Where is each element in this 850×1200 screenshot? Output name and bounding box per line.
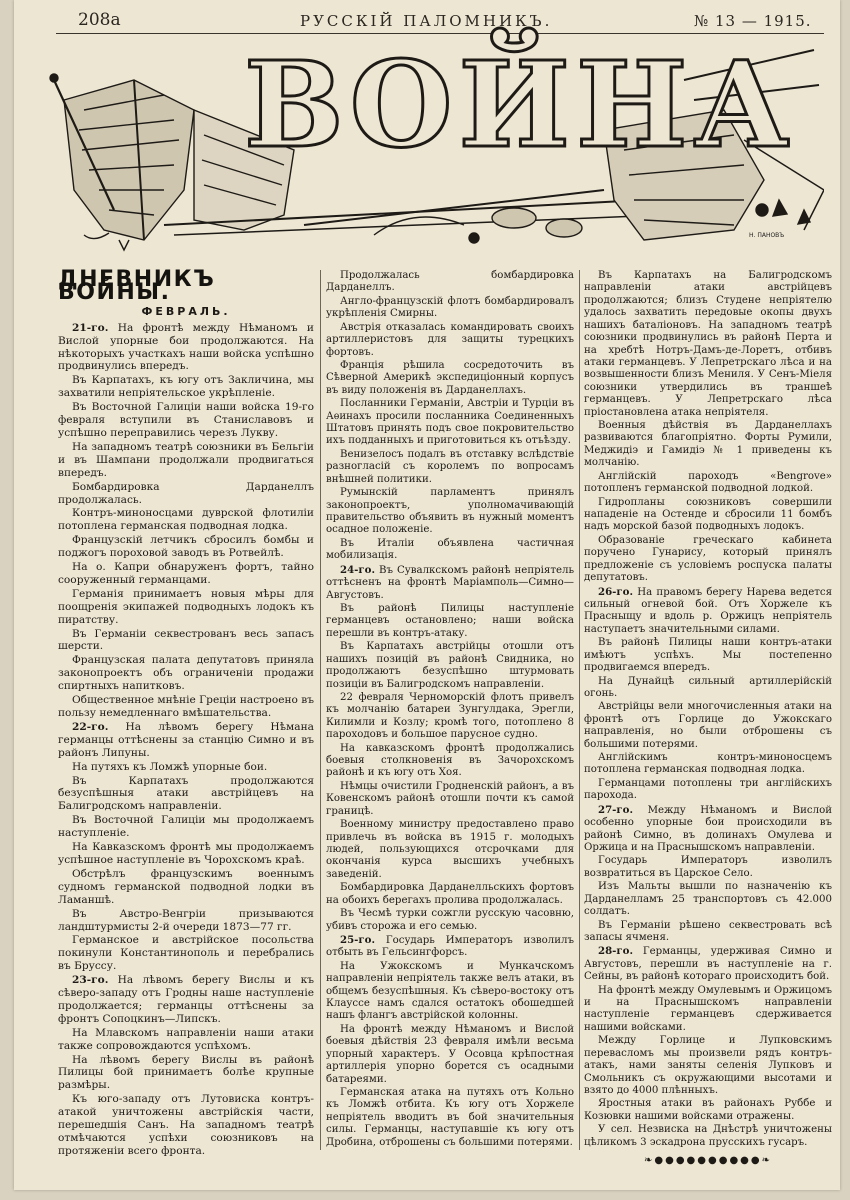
paragraph-text: Англо-французскій флотъ бомбардировалъ укрѣпленія Смирны. — [326, 295, 574, 320]
paragraph-text: Англійскимъ контръ-миноносцемъ потоплена германская подводная лодка. — [584, 752, 832, 776]
paragraph-text: На Ужокскомъ и Мункачскомъ направленіи непріятель также велъ атаки, въ общемъ безуспѣшныя. Къ сѣверо-востоку отъ Клауссе намъ сдался остатокъ обошедшей нашъ флангъ австрійской колонны. — [326, 960, 574, 1022]
paragraph-text: На западномъ театрѣ союзники въ Бельгіи и въ Шампани продолжали продвигаться впередъ. — [58, 440, 314, 479]
paragraph-text: Въ Сувалкскомъ районѣ непріятель оттѣсненъ на фронтѣ Маріамполь—Симно—Августовъ. — [326, 564, 574, 601]
column-divider — [579, 270, 580, 1150]
war-banner-illustration — [44, 35, 824, 255]
paragraph — [584, 985, 832, 1035]
paragraph — [58, 481, 314, 507]
paragraph — [326, 781, 574, 818]
paragraph — [326, 934, 574, 960]
paragraph-text: Обстрѣлъ французскимъ военнымъ судномъ германской подводной лодки въ Ламаншѣ. — [58, 867, 314, 906]
paragraph-text: Французскій летчикъ сбросилъ бомбы и поджогъ пороховой заводъ въ Ротвейлѣ. — [58, 534, 314, 560]
paragraph-text: Государь Императоръ изволилъ возвратиться въ Царское Село. — [584, 855, 832, 879]
paragraph-text: Франція рѣшила сосредоточить въ Сѣверной Америкѣ экспедиціонный корпусъ въ виду положенія въ Дарданеллахъ. — [326, 359, 574, 396]
paragraph-text: Германія принимаетъ новыя мѣры для поощренія экипажей подводныхъ лодокъ къ пиратству. — [58, 587, 314, 626]
date-label: 23-го. — [72, 974, 109, 987]
paragraph-text: На путяхъ къ Ломжѣ упорные бои. — [72, 760, 268, 773]
paragraph — [584, 535, 832, 585]
paragraph-text: Посланники Германіи, Австріи и Турціи въ Аѳинахъ просили посланника Соединенныхъ Штатовъ принять подъ свое покровительство ихъ подданныхъ и приготовиться къ отъѣзду. — [326, 398, 574, 447]
paragraph — [326, 564, 574, 602]
paragraph — [584, 1098, 832, 1123]
paragraph-text: На лѣвомъ берегу Вислы и къ сѣверо-западу отъ Гродны наше наступленіе продолжается; германцы оттѣснены за фронтъ Сопоцкинъ—Липскъ. — [58, 974, 314, 1025]
paragraph — [584, 881, 832, 918]
paragraph — [326, 296, 574, 321]
paragraph — [58, 628, 314, 654]
paragraph — [584, 676, 832, 701]
paragraph — [58, 908, 314, 934]
paragraph-text: Въ Восточной Галиціи наши войска 19-го февраля вступили въ Станиславовъ и успѣшно переправились черезъ Лукву. — [58, 401, 314, 439]
paragraph-text: На Кавказскомъ фронтѣ мы продолжаемъ успѣшное наступленіе въ Чорохскомъ краѣ. — [58, 841, 314, 866]
paragraph — [58, 841, 314, 867]
magazine-title: РУССКІЙ ПАЛОМНИКЪ. — [300, 12, 553, 30]
paragraph-text: Французская палата депутатовъ приняла законопроектъ объ ограниченіи продажи спиртныхъ напитковъ. — [58, 654, 314, 693]
paragraph — [58, 868, 314, 907]
paragraph-text: На фронтѣ между Омулевымъ и Оржицомъ и на Праснышскомъ направленіи наступленіе германцевъ сдерживается нашими войсками. — [584, 984, 832, 1033]
paragraph-text: Нѣмцы очистили Гродненскій районъ, а въ Ковенскомъ районѣ отошли почти къ самой границѣ. — [326, 780, 574, 817]
paragraph — [326, 743, 574, 780]
paragraph-text: Образованіе греческаго кабинета поручено Гунарису, который принялъ предложеніе съ условіемъ роспуска палаты депутатовъ. — [584, 534, 832, 584]
paragraph-text: Военныя дѣйствія въ Дарданеллахъ развиваются благопріятно. Форты Румили, Меджидіэ и Гамидіэ № 1 приведены къ молчанію. — [584, 420, 832, 469]
paragraph-text: Гидропланы союзниковъ совершили нападеніе на Остенде и сбросили 11 бомбъ надъ морской базой подводныхъ лодокъ. — [584, 496, 832, 533]
paragraph-text: Къ юго-западу отъ Лутовиска контръ-атакой уничтожены австрійскія части, перешедшія Санъ. На западномъ театрѣ отмѣчаются успѣхи союзниковъ на протяженіи всего фронта. — [58, 1093, 314, 1157]
paragraph — [584, 471, 832, 496]
paragraph — [58, 761, 314, 774]
artist-signature: Н. ПАНОВЪ — [749, 232, 785, 239]
paragraph — [58, 775, 314, 814]
paragraph-text: Бомбардировка Дарданеллъ продолжалась. — [58, 480, 314, 506]
magazine-page — [14, 0, 840, 1190]
paragraph-text: Между Горлице и Лупковскимъ перевасломъ мы произвели рядъ контръ-атакъ, нами заняты селенія Лупковъ и Смольникъ съ окружающими высотами и взято до 4000 плѣнныхъ. — [584, 1035, 832, 1096]
paragraph — [326, 692, 574, 742]
paragraph — [58, 934, 314, 973]
date-label: 28-го. — [598, 945, 633, 958]
paragraph-text: Венизелосъ подалъ въ отставку вслѣдствіе разногласій съ королемъ по вопросамъ внѣшней политики. — [326, 448, 574, 485]
paragraph-text: Въ Германіи секвестрованъ весь запасъ шерсти. — [58, 627, 314, 653]
paragraph — [584, 637, 832, 674]
paragraph-text: Военному министру предоставлено право привлечь въ войска въ 1915 г. молодыхъ людей, пользующихся отсрочками для окончанія курса высшихъ учебныхъ заведеній. — [326, 819, 574, 880]
column-divider — [320, 270, 321, 1150]
month-heading: ФЕВРАЛЬ. — [141, 304, 231, 318]
paragraph — [58, 588, 314, 627]
paragraph-text: У сел. Незвиска на Днѣстрѣ уничтожены цѣликомъ 3 эскадрона прусскихъ гусаръ. — [584, 1124, 832, 1148]
paragraph-text: Австрія отказалась командировать своихъ артиллеристовъ для защиты турецкихъ фортовъ. — [326, 321, 574, 358]
paragraph — [58, 322, 314, 374]
paragraph-text: Въ Италіи объявлена частичная мобилизація. — [326, 537, 574, 562]
paragraph-text: Яростныя атаки въ районахъ Руббе и Козювки нашими войсками отражены. — [584, 1098, 832, 1122]
end-ornament: ❧●●●●●●●●●●❧ — [643, 1155, 772, 1167]
date-label: 26-го. — [598, 585, 633, 598]
paragraph — [326, 398, 574, 448]
paragraph-text: Въ районѣ Пилицы наши контръ-атаки имѣютъ успѣхъ. Мы постепенно продвигаемся впередъ. — [584, 637, 832, 674]
paragraph-text: Англійскій пароходъ «Bengrove» потопленъ германской подводной лодкой. — [584, 470, 832, 495]
paragraph-text: Общественное мнѣніе Греціи настроено въ пользу немедленнаго вмѣшательства. — [58, 694, 314, 719]
paragraph — [584, 701, 832, 751]
paragraph-text: Австрійцы вели многочисленныя атаки на фронтѣ отъ Горлице до Ужокскаго направленія, но были отброшены съ большими потерями. — [584, 701, 832, 750]
date-label: 27-го. — [598, 803, 633, 816]
column-3 — [584, 270, 832, 1168]
paragraph-text: Продолжалась бомбардировка Дарданеллъ. — [326, 270, 574, 294]
paragraph — [584, 778, 832, 803]
paragraph-text: Контръ-миноносцами дуврской флотиліи потоплена германская подводная лодка. — [58, 507, 314, 533]
paragraph — [58, 401, 314, 440]
paragraph — [58, 507, 314, 533]
paragraph — [58, 374, 314, 400]
paragraph — [326, 961, 574, 1023]
banner-title: ВОЙНА — [244, 35, 796, 174]
paragraph-text: На лѣвомъ берегу Вислы въ районѣ Пилицы бой принимаетъ болѣе крупные размѣры. — [58, 1053, 314, 1092]
paragraph-text: Между Нѣманомъ и Вислой особенно упорные бои происходили въ районѣ Симно, въ долинахъ Омулева и Оржица и на Праснышскомъ направленіи. — [584, 804, 832, 853]
paragraph — [326, 819, 574, 881]
paragraph — [584, 586, 832, 637]
paragraph-text: Въ Карпатахъ австрійцы отошли отъ нашихъ позицій въ районѣ Свидника, но продолжаютъ безуспѣшно штурмовать позиціи въ Балигродскомъ направленіи. — [326, 641, 574, 690]
paragraph — [326, 882, 574, 907]
paragraph-text: На правомъ берегу Нарева ведется сильный огневой бой. Отъ Хоржеле къ Прасныщу и вдоль р. Оржицъ непріятель наступаетъ значительными силами. — [584, 586, 832, 635]
paragraph — [584, 920, 832, 945]
paragraph-text: Германцами потоплены три англійскихъ парохода. — [584, 777, 832, 802]
article-columns — [58, 267, 832, 1190]
paragraph-text: Въ Чесмѣ турки сожгли русскую часовню, убивъ сторожа и его семью. — [326, 908, 574, 932]
paragraph-text: На лѣвомъ берегу Нѣмана германцы оттѣснены за станцію Симно и въ районъ Липуны. — [58, 720, 314, 759]
paragraph — [58, 721, 314, 760]
paragraph-text: Въ районѣ Пилицы наступленіе германцевъ остановлено; наши войска перешли въ контръ-атаку. — [326, 602, 574, 639]
paragraph — [326, 487, 574, 537]
paragraph — [326, 270, 574, 295]
issue-number: № 13 — 1915. — [694, 12, 812, 30]
date-label: 24-го. — [340, 563, 375, 576]
paragraph — [326, 1087, 574, 1149]
paragraph — [58, 1027, 314, 1053]
paragraph — [58, 1093, 314, 1158]
paragraph-text: Бомбардировка Дарданелльскихъ фортовъ на обоихъ берегахъ пролива продолжалась. — [326, 882, 574, 906]
paragraph-text: На фронтѣ между Нѣманомъ и Вислой упорные бои продолжаются. На нѣкоторыхъ участкахъ наши войска успѣшно продвинулись впередъ. — [58, 321, 314, 373]
paragraph — [584, 855, 832, 880]
column-2 — [326, 270, 574, 1150]
paragraph-text: Въ Карпатахъ продолжаются безуспѣшныя атаки австрійцевъ на Балигродскомъ направленіи. — [58, 774, 314, 813]
paragraph-text: Въ Восточной Галиціи мы продолжаемъ наступленіе. — [58, 814, 314, 840]
paragraph — [326, 1024, 574, 1086]
paragraph — [58, 441, 314, 480]
paragraph-text: На кавказскомъ фронтѣ продолжались боевыя столкновенія въ Зачорохскомъ районѣ и къ югу отъ Хоя. — [326, 742, 574, 779]
paragraph-text: Въ Германіи рѣшено секвестровать всѣ запасы ячменя. — [584, 919, 832, 943]
paragraph-text: Въ Карпатахъ, къ югу отъ Закличина, мы захватили непріятельское укрѣпленіе. — [58, 374, 314, 400]
paragraph — [584, 497, 832, 534]
paragraph — [584, 804, 832, 855]
date-label: 22-го. — [72, 720, 109, 733]
column-1 — [58, 267, 314, 1159]
paragraph-text: На о. Капри обнаруженъ фортъ, тайно сооруженный германцами. — [58, 561, 314, 586]
paragraph — [326, 603, 574, 640]
paragraph — [326, 538, 574, 563]
paragraph-text: Государь Императоръ изволилъ отбыть въ Гельсингфорсъ. — [326, 934, 574, 959]
paragraph — [584, 752, 832, 777]
running-header — [14, 6, 840, 32]
paragraph — [58, 974, 314, 1026]
paragraph — [326, 322, 574, 359]
paragraph — [584, 420, 832, 470]
paragraph — [58, 1054, 314, 1093]
paragraph-text: Въ Австро-Венгріи призываются ландштурмисты 2-й очереди 1873—77 гг. — [58, 907, 314, 933]
paragraph-text: Германское и австрійское посольства покинули Константинополь и перебрались въ Бруссу. — [58, 934, 314, 973]
paragraph — [326, 449, 574, 486]
paragraph-text: Изъ Мальты вышли по назначенію къ Дарданелламъ 25 транспортовъ съ 42.000 солдатъ. — [584, 881, 832, 918]
paragraph — [58, 561, 314, 587]
paragraph — [58, 814, 314, 840]
date-label: 25-го. — [340, 933, 375, 946]
header-rule — [56, 33, 824, 34]
paragraph-text: Германская атака на путяхъ отъ Кольно къ Ломжѣ отбита. Къ югу отъ Хоржеле непріятель вводитъ въ бой значительныя силы. Германцы, наступавшіе къ югу отъ Дробина, отброшены съ большими потерями. — [326, 1087, 574, 1148]
paragraph — [326, 641, 574, 691]
paragraph-text: Въ Карпатахъ на Балигродскомъ направленіи атаки австрійцевъ продолжаются; близъ Студене непріятелю удалось захватить передовые окопы двухъ нашихъ баталіоновъ. На западномъ театрѣ союзники продвинулись въ районѣ Перта и на хребтѣ Нотръ-Дамъ-де-Лоретъ, отбивъ атаки германцевъ. У Лепретрскаго лѣса и на возвышенности близъ Мениля. У Сенъ-Міеля союзники утвердились въ траншеѣ германцевъ. У Лепретрскаго лѣса пріостановлена атака непріятеля. — [584, 270, 832, 418]
paragraph-text: Германцы, удерживая Симно и Августовъ, перешли въ наступленіе на г. Сейны, въ районѣ котораго происходитъ бой. — [584, 946, 832, 983]
page-number: 208а — [78, 10, 121, 30]
paragraph — [584, 1124, 832, 1149]
paragraph — [584, 1035, 832, 1097]
paragraph — [58, 694, 314, 720]
paragraph-text: На фронтѣ между Нѣманомъ и Вислой боевыя дѣйствія 23 февраля имѣли весьма упорный характеръ. У Осовца крѣпостная артиллерія упорно борется съ осадными батареями. — [326, 1023, 574, 1085]
article-title: ДНЕВНИКЪ ВОЙНЫ. — [58, 267, 216, 305]
paragraph — [584, 945, 832, 983]
paragraph — [326, 360, 574, 397]
paragraph-text: 22 февраля Черноморскій флотъ привелъ къ молчанію батареи Зунгулдака, Эрегли, Килимли и Козлу; кромѣ того, потоплено 8 пароходовъ и большое парусное судно. — [326, 691, 574, 741]
paragraph — [326, 908, 574, 933]
paragraph-text: На Дунайцѣ сильный артиллерійскій огонь. — [584, 675, 832, 699]
date-label: 21-го. — [72, 321, 109, 334]
paragraph — [584, 270, 832, 419]
paragraph — [58, 534, 314, 560]
paragraph — [58, 654, 314, 693]
paragraph-text: Румынскій парламентъ принялъ законопроектъ, уполномачивающій правительство объявить въ нужный моментъ осадное положеніе. — [326, 487, 574, 536]
paragraph-text: На Млавскомъ направленіи наши атаки также сопровождаются успѣхомъ. — [58, 1026, 314, 1052]
